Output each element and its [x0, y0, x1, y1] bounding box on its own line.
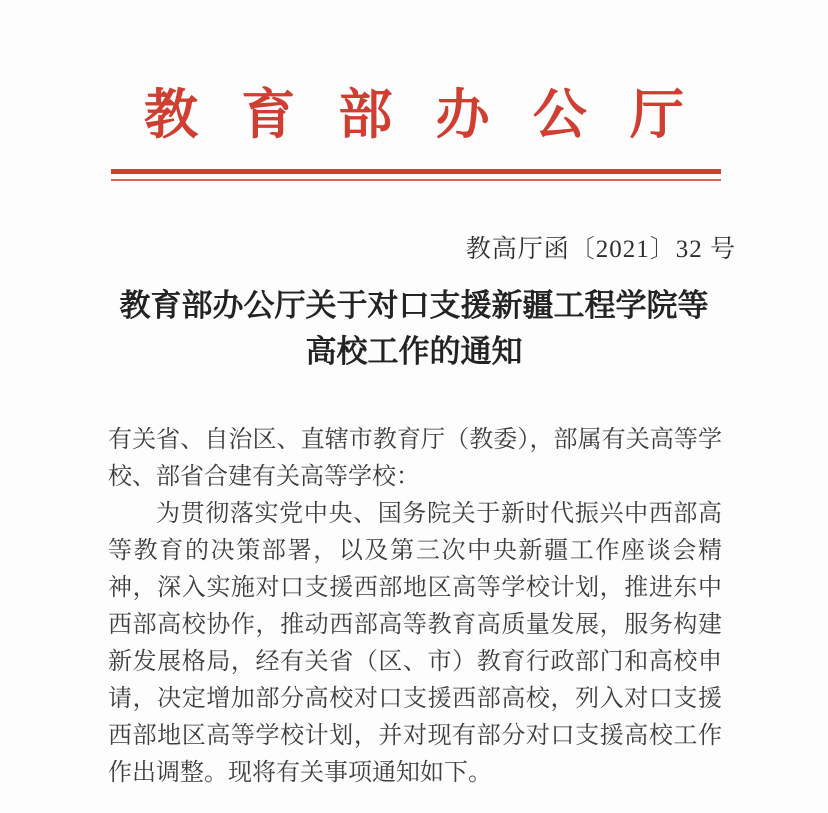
letterhead-agency-name: 教育部办公厅 — [144, 85, 684, 145]
body-paragraph: 为贯彻落实党中央、国务院关于新时代振兴中西部高等教育的决策部署，以及第三次中央新疆工作座谈会精神，深入实施对口支援西部地区高等学校计划，推进东中西部高校协作，推动西部高等教育高质量发展，服务构建新发展格局，经有关省（区、市）教育行政部门和高校申请，决定增加部分高校对口支援西部高校，列入对口支援西部地区高等学校计划，并对现有部分对口支援高校工作作出调整。现将有关事项通知如下。 — [108, 500, 722, 786]
document-title-line1: 教育部办公厅关于对口支援新疆工程学院等 — [119, 288, 709, 323]
letterhead-divider-rule — [111, 169, 721, 181]
salutation: 有关省、自治区、直辖市教育厅（教委），部属有关高等学校、部省合建有关高等学校： — [108, 426, 722, 490]
document-body — [108, 421, 722, 791]
document-title-line2: 高校工作的通知 — [305, 334, 523, 369]
document-title — [0, 283, 828, 375]
doc-number: 教高厅函〔2021〕32 号 — [465, 236, 736, 263]
